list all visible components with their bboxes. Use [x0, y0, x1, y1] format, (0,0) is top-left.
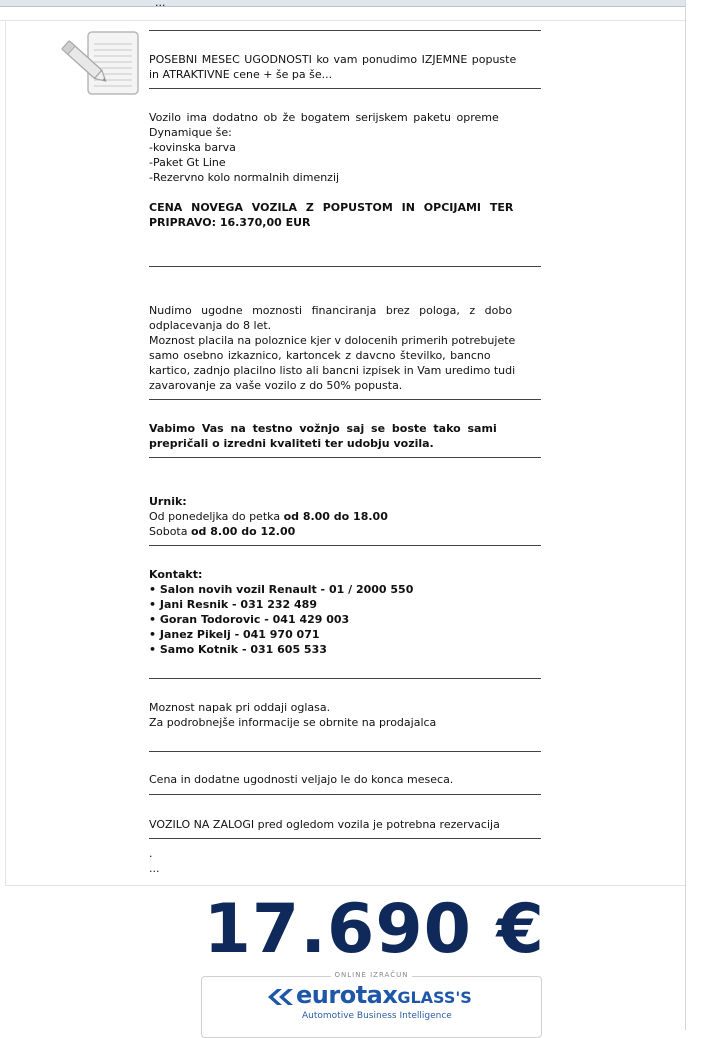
notepad-pencil-icon [60, 30, 142, 102]
divider [149, 751, 541, 752]
discount-price-text [149, 200, 541, 230]
financing-line: Nudimo ugodne moznosti financiranja brez pologa, z dobo [149, 304, 513, 317]
financing-text [149, 303, 541, 393]
test-drive-line: prepričali o izredni kvaliteti ter udobju vozila. [149, 437, 434, 450]
eurotax-tagline: Automotive Business Intelligence [302, 1011, 452, 1021]
top-toolbar-strip [0, 0, 685, 7]
eurotax-brand [296, 981, 472, 1009]
test-drive-line: Vabimo Vas na testno vožnjo saj se boste tako sami [149, 422, 497, 435]
divider [149, 399, 541, 400]
vehicle-price: 17.690 € [203, 890, 545, 969]
equipment-line: -kovinska barva [149, 141, 236, 154]
right-frame-border [685, 0, 686, 1030]
intro-text [149, 52, 541, 82]
divider [149, 678, 541, 679]
end-marks [149, 846, 541, 876]
eurotax-glass-logo [268, 983, 528, 1023]
equipment-line: -Rezervno kolo normalnih dimenzij [149, 171, 340, 184]
financing-line: samo osebno izkaznico, kartoncek z davcno številko, bancno [149, 349, 491, 362]
financing-line: zavarovanje za vaše vozilo z do 50% popusta. [149, 379, 403, 392]
top-ellipsis: ... [155, 0, 166, 9]
stock-line: VOZILO NA ZALOGI pred ogledom vozila je potrebna rezervacija [149, 818, 500, 831]
intro-line: POSEBNI MESEC UGODNOSTI ko vam ponudimo IZJEMNE popuste [149, 53, 517, 66]
equipment-line: -Paket Gt Line [149, 156, 226, 169]
hours-weekday-time: od 8.00 do 18.00 [283, 510, 388, 523]
equipment-line: Dynamique še: [149, 126, 232, 139]
financing-line: odplacevanja do 8 let. [149, 319, 272, 332]
contact-item: • Goran Todorovic - 041 429 003 [149, 613, 350, 626]
eurotax-brand-main: eurotax [296, 981, 398, 1009]
opening-hours [149, 494, 541, 539]
divider [149, 30, 541, 31]
test-drive-text [149, 421, 541, 451]
contact-title: Kontakt: [149, 568, 203, 581]
chevrons-icon [268, 987, 296, 1007]
stock-text [149, 817, 541, 832]
bottom-divider [5, 885, 685, 886]
financing-line: kartico, zadnjo placilno listo ali bancni izpisek in Vam uredimo tudi [149, 364, 516, 377]
end-ellipsis: ... [149, 862, 160, 875]
equipment-text [149, 110, 541, 185]
divider [149, 88, 541, 89]
intro-line: in ATRAKTIVNE cene + še pa še... [149, 68, 333, 81]
contact-item: • Salon novih vozil Renault - 01 / 2000 550 [149, 583, 414, 596]
disclaimer-text [149, 700, 541, 730]
contact-item: • Samo Kotnik - 031 605 533 [149, 643, 327, 656]
divider [149, 794, 541, 795]
divider [149, 545, 541, 546]
left-frame-border [5, 20, 6, 885]
eurotax-online-calculation-link[interactable] [201, 971, 542, 1038]
hours-weekday-label: Od ponedeljka do petka [149, 510, 284, 523]
validity-text [149, 772, 541, 787]
end-dot: . [149, 847, 153, 860]
hours-saturday [149, 524, 541, 539]
disclaimer-line: Moznost napak pri oddaji oglasa. [149, 701, 331, 714]
equipment-line: Vozilo ima dodatno ob že bogatem serijskem paketu opreme [149, 111, 499, 124]
online-calculation-label: ONLINE IZRAČUN [202, 971, 541, 979]
eurotax-brand-suffix: GLASS'S [397, 988, 472, 1007]
discount-price-line: PRIPRAVO: 16.370,00 EUR [149, 216, 311, 229]
discount-price-line: CENA NOVEGA VOZILA Z POPUSTOM IN OPCIJAMI TER [149, 201, 514, 214]
hours-saturday-time: od 8.00 do 12.00 [190, 525, 296, 538]
financing-line: Moznost placila na poloznice kjer v dolocenih primerih potrebujete [149, 334, 516, 347]
contact-item: • Janez Pikelj - 041 970 071 [149, 628, 320, 641]
top-divider [0, 20, 685, 21]
hours-title: Urnik: [149, 495, 187, 508]
hours-saturday-label: Sobota [149, 525, 191, 538]
validity-line: Cena in dodatne ugodnosti veljajo le do konca meseca. [149, 773, 454, 786]
contact-section [149, 567, 541, 657]
contact-item: • Jani Resnik - 031 232 489 [149, 598, 317, 611]
divider [149, 266, 541, 267]
disclaimer-line: Za podrobnejše informacije se obrnite na prodajalca [149, 716, 437, 729]
hours-weekday [149, 509, 541, 524]
divider [149, 457, 541, 458]
divider [149, 838, 541, 839]
